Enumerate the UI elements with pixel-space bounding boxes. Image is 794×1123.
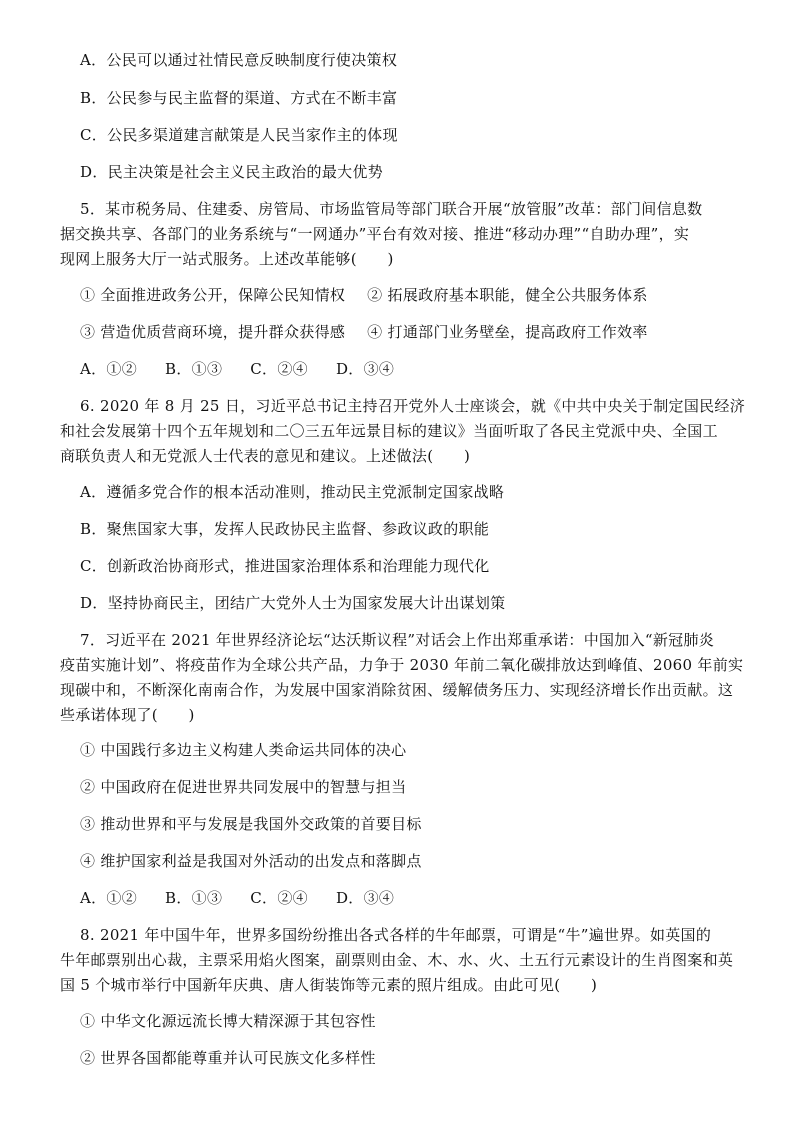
q7-option-b: B．①③ — [165, 889, 223, 907]
q7-option-a: A．①② — [80, 889, 138, 907]
q4-option-b: B．公民参与民主监督的渠道、方式在不断丰富 — [80, 89, 398, 107]
q5-option-a: A．①② — [80, 360, 138, 378]
q7-stem-line-1: 7．习近平在 2021 年世界经济论坛“达沃斯议程”对话会上作出郑重承诺：中国加入“新冠肺炎 — [80, 631, 715, 649]
q6-stem-line-1: 6. 2020 年 8 月 25 日，习近平总书记主持召开党外人士座谈会，就《中共中央关于制定国民经济 — [80, 397, 746, 415]
q7-statement-2: ② 中国政府在促进世界共同发展中的智慧与担当 — [80, 778, 407, 796]
q5-stem-line-1: 5．某市税务局、住建委、房管局、市场监管局等部门联合开展“放管服”改革：部门间信息数 — [80, 200, 703, 218]
q7-stem-line-2: 疫苗实施计划”、将疫苗作为全球公共产品，力争于 2030 年前二氧化碳排放达到峰值、2060 年前实 — [60, 656, 744, 674]
q6-stem-line-3: 商联负责人和无党派人士代表的意见和建议。上述做法( ) — [60, 447, 471, 465]
q5-statements-row-2 — [80, 322, 648, 342]
q5-statement-3: ③ 营造优质营商环境，提升群众获得感 — [80, 323, 346, 341]
q7-stem-line-4: 些承诺体现了( ) — [60, 706, 195, 724]
q8-statement-2: ② 世界各国都能尊重并认可民族文化多样性 — [80, 1049, 376, 1067]
q5-stem-line-2: 据交换共享、各部门的业务系统与“一网通办”平台有效对接、推进“移动办理”“自助办理”，实 — [60, 225, 690, 243]
q8-statement-1: ① 中华文化源远流长博大精深源于其包容性 — [80, 1012, 376, 1030]
q8-stem-line-1: 8. 2021 年中国牛年，世界多国纷纷推出各式各样的牛年邮票，可谓是“牛”遍世界。如英国的 — [80, 926, 712, 944]
q4-option-c: C．公民多渠道建言献策是人民当家作主的体现 — [80, 126, 398, 144]
q7-option-c: C．②④ — [250, 889, 308, 907]
q6-option-c: C．创新政治协商形式，推进国家治理体系和治理能力现代化 — [80, 557, 490, 575]
q7-option-d: D．③④ — [335, 889, 395, 907]
q8-stem-line-2: 牛年邮票别出心裁，主票采用焰火图案，副票则由金、木、水、火、土五行元素设计的生肖图案和英 — [60, 951, 734, 969]
q7-options-row — [80, 888, 394, 908]
q7-statement-3: ③ 推动世界和平与发展是我国外交政策的首要目标 — [80, 815, 422, 833]
q5-options-row — [80, 359, 394, 379]
q5-option-c: C．②④ — [250, 360, 308, 378]
q4-option-d: D．民主决策是社会主义民主政治的最大优势 — [80, 163, 384, 181]
q4-option-a: A．公民可以通过社情民意反映制度行使决策权 — [80, 51, 398, 69]
q6-option-b: B．聚焦国家大事，发挥人民政协民主监督、参政议政的职能 — [80, 520, 490, 538]
q6-option-d: D．坚持协商民主，团结广大党外人士为国家发展大计出谋划策 — [80, 594, 506, 612]
q5-stem-line-3: 现网上服务大厅一站式服务。上述改革能够( ) — [60, 250, 394, 268]
q6-stem-line-2: 和社会发展第十四个五年规划和二〇三五年远景目标的建议》当面听取了各民主党派中央、全国工 — [60, 422, 718, 440]
q5-option-b: B．①③ — [165, 360, 223, 378]
q7-statement-1: ① 中国践行多边主义构建人类命运共同体的决心 — [80, 741, 407, 759]
q5-statement-2: ② 拓展政府基本职能，健全公共服务体系 — [367, 286, 648, 304]
q7-statement-4: ④ 维护国家利益是我国对外活动的出发点和落脚点 — [80, 852, 422, 870]
q8-stem-line-3: 国 5 个城市举行中国新年庆典、唐人街装饰等元素的照片组成。由此可见( ) — [60, 976, 598, 994]
q5-statements-row-1 — [80, 285, 648, 305]
q5-statement-4: ④ 打通部门业务壁垒，提高政府工作效率 — [367, 323, 648, 341]
q5-option-d: D．③④ — [335, 360, 395, 378]
q6-option-a: A．遵循多党合作的根本活动准则，推动民主党派制定国家战略 — [80, 483, 505, 501]
q5-statement-1: ① 全面推进政务公开，保障公民知情权 — [80, 286, 346, 304]
q7-stem-line-3: 现碳中和，不断深化南南合作，为发展中国家消除贫困、缓解债务压力、实现经济增长作出贡献。这 — [60, 681, 734, 699]
